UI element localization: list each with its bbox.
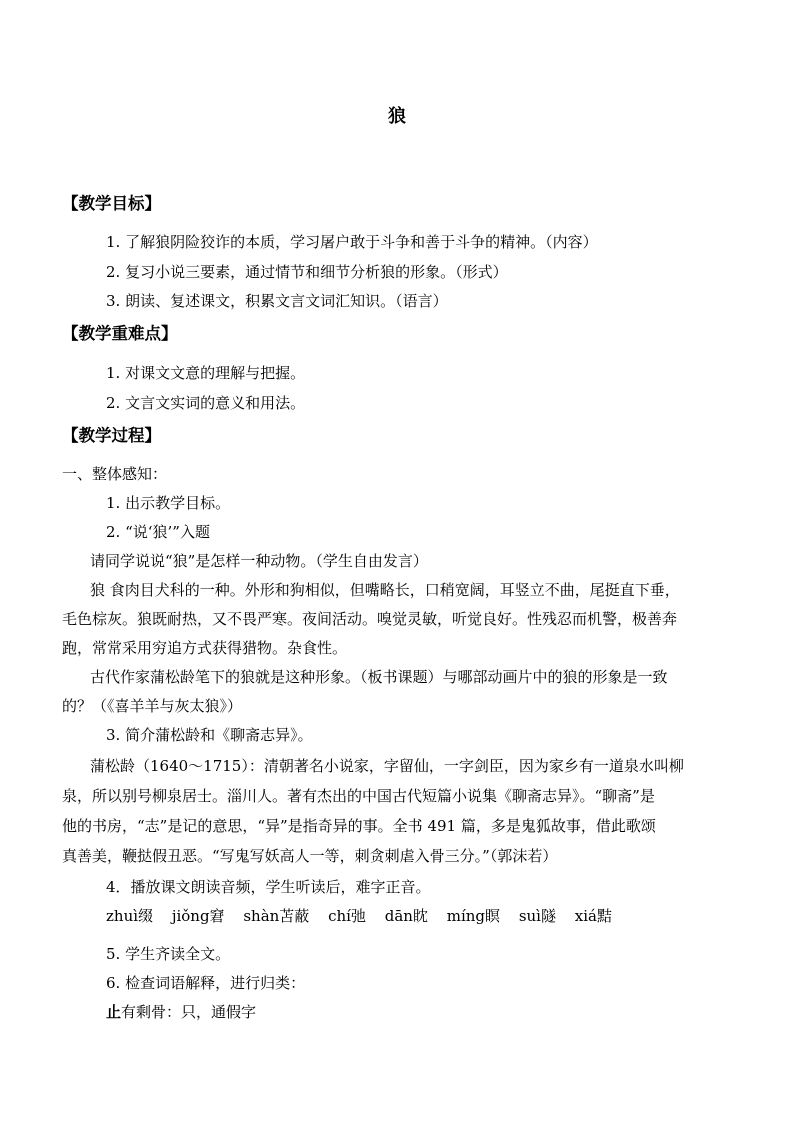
- vocab-line: [106, 1001, 256, 1023]
- pu-intro-line-3: 他的书房，“志”是记的意思，“异”是指奇异的事。全书 491 篇，多是鬼狐故事，借此歌颂: [62, 817, 656, 835]
- ancient-line-1: 古代作家蒲松龄笔下的狼就是这种形象。（板书课题）与哪部动画片中的狼的形象是一致: [90, 668, 668, 686]
- heading-key-points: 【教学重难点】: [62, 324, 178, 343]
- heading-teaching-process: 【教学过程】: [62, 426, 161, 445]
- pinyin-item: jiǒng窘: [171, 907, 225, 925]
- step-2: 2. “说‘狼’”入题: [106, 523, 210, 541]
- pinyin-item: chí弛: [328, 907, 366, 925]
- pu-intro-line-1: 蒲松龄（1640～1715）：清朝著名小说家，字留仙，一字剑臣，因为家乡有一道泉水叫柳: [90, 757, 684, 775]
- goal-item-2: 2. 复习小说三要素，通过情节和细节分析狼的形象。（形式）: [106, 263, 508, 281]
- ancient-line-2: 的？（《喜羊羊与灰太狼》）: [62, 697, 243, 715]
- part-overall-perception: 一、整体感知：: [62, 465, 168, 483]
- step-6: 6. 检查词语解释，进行归类：: [106, 974, 306, 992]
- wolf-desc-line-3: 跑，常常采用穷追方式获得猎物。杂食性。: [62, 639, 348, 657]
- goal-item-1: 1. 了解狼阴险狡诈的本质，学习屠户敢于斗争和善于斗争的精神。（内容）: [106, 233, 598, 251]
- goal-item-3: 3. 朗读、复述课文，积累文言文词汇知识。（语言）: [106, 292, 448, 310]
- pinyin-item: dān眈: [384, 907, 428, 925]
- pu-intro-line-4: 真善美，鞭挞假丑恶。“写鬼写妖高人一等，刺贪刺虐入骨三分。”（郭沫若）: [62, 847, 558, 865]
- key-point-2: 2. 文言文实词的意义和用法。: [106, 394, 306, 412]
- step-4: 4．播放课文朗读音频，学生听读后，难字正音。: [106, 878, 431, 896]
- step-5: 5. 学生齐读全文。: [106, 945, 231, 963]
- pinyin-item: míng瞑: [446, 907, 501, 925]
- pinyin-item: shàn苫蔽: [243, 907, 310, 925]
- step-1: 1. 出示教学目标。: [106, 494, 231, 512]
- heading-teaching-goals: 【教学目标】: [62, 194, 161, 213]
- wolf-desc-line-1: 狼 食肉目犬科的一种。外形和狗相似，但嘴略长，口稍宽阔，耳竖立不曲，尾挺直下垂，: [90, 581, 680, 599]
- key-point-1: 1. 对课文文意的理解与把握。: [106, 364, 306, 382]
- pinyin-item: suì隧: [518, 907, 556, 925]
- prompt-text: 请同学说说“狼”是怎样一种动物。（学生自由发言）: [90, 552, 428, 570]
- vocab-key-char: 止: [106, 1003, 122, 1021]
- vocab-explanation: 有剩骨：只，通假字: [121, 1003, 257, 1021]
- pinyin-row: [106, 905, 626, 927]
- pinyin-item: xiá黠: [574, 907, 612, 925]
- wolf-desc-line-2: 毛色棕灰。狼既耐热，又不畏严寒。夜间活动。嗅觉灵敏，听觉良好。性残忍而机警，极善奔: [62, 610, 678, 628]
- page-title: 狼: [388, 106, 406, 127]
- pinyin-item: zhuì缀: [106, 907, 154, 925]
- step-3: 3. 简介蒲松龄和《聊斋志异》。: [106, 726, 313, 744]
- pu-intro-line-2: 泉，所以别号柳泉居士。淄川人。著有杰出的中国古代短篇小说集《聊斋志异》。“聊斋”是: [62, 787, 655, 805]
